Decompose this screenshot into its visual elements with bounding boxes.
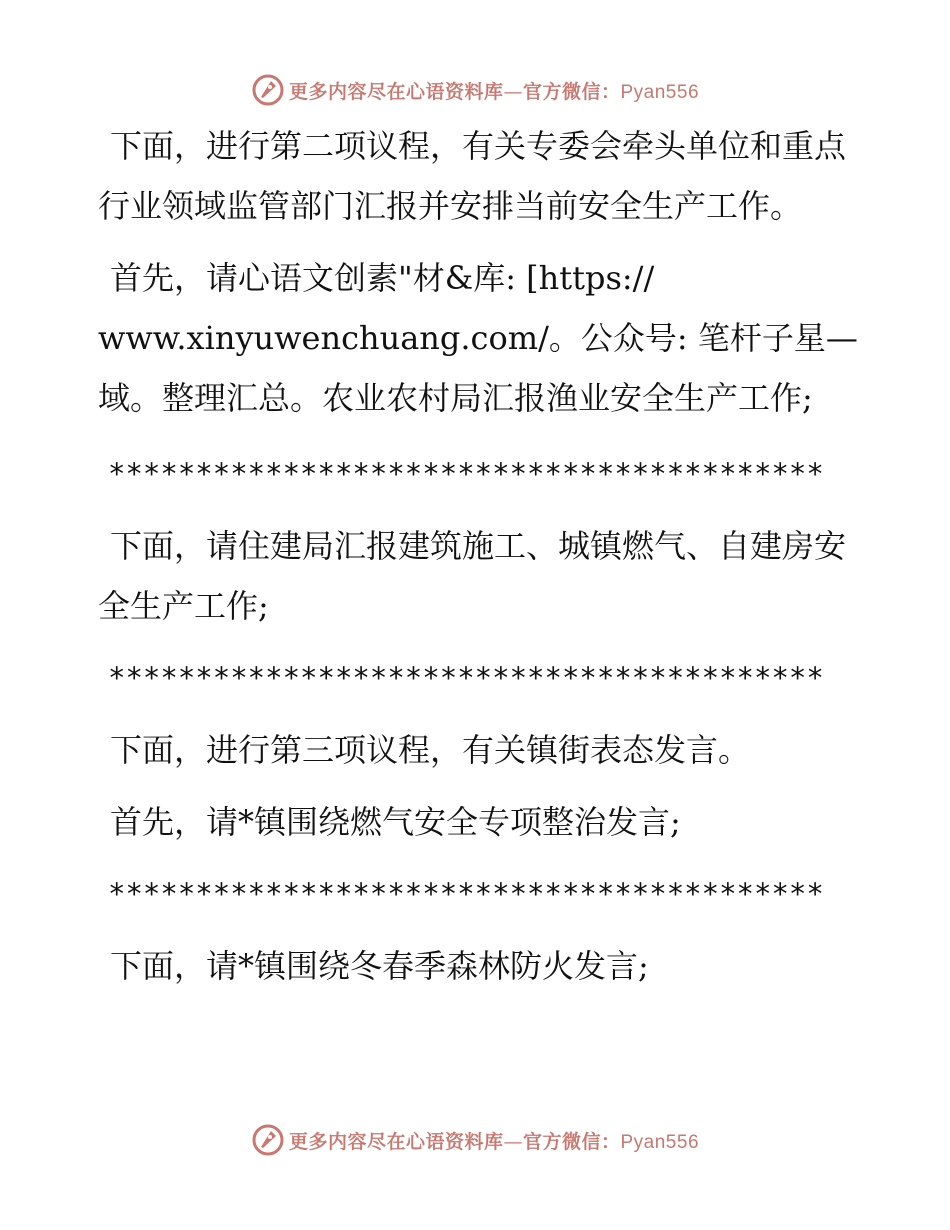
paragraph: 下面，进行第三项议程，有关镇街表态发言。 (110, 731, 751, 769)
divider-asterisks: ***************************************** (108, 457, 824, 491)
watermark-footer (0, 1120, 950, 1160)
paragraph: 首先，请*镇围绕燃气安全专项整治发言; (110, 803, 681, 841)
pen-nib-circle-icon (251, 73, 285, 107)
watermark-official-label: 官方微信： (522, 1130, 621, 1153)
watermark-wechat-id: Pyan556 (620, 1131, 700, 1153)
watermark-wechat-id: Pyan556 (620, 81, 700, 103)
watermark-separator: — (503, 1130, 523, 1153)
paragraph: 下面，请住建局汇报建筑施工、城镇燃气、自建房安全生产工作; (98, 527, 847, 625)
paragraph: 下面，请*镇围绕冬春季森林防火发言; (110, 947, 649, 985)
document-body (98, 116, 858, 996)
divider-asterisks: ***************************************** (108, 661, 824, 695)
watermark-brand: 更多内容尽在心语资料库 (288, 1130, 504, 1153)
watermark-official-label: 官方微信： (522, 80, 621, 103)
divider-asterisks: ***************************************** (108, 877, 824, 911)
paragraph: 首先，请心语文创素"材&库: [https:// www.xinyuwenchuang.com/。公众号: 笔杆子星—域。整理汇总。农业农村局汇报渔业安全生产工作; (98, 259, 858, 417)
watermark-separator: — (503, 80, 523, 103)
paragraph: 下面，进行第二项议程，有关专委会牵头单位和重点行业领域监管部门汇报并安排当前安全生产工作。 (98, 127, 847, 225)
pen-nib-circle-icon (251, 1123, 285, 1157)
watermark-header (0, 70, 950, 110)
watermark-brand: 更多内容尽在心语资料库 (288, 80, 504, 103)
